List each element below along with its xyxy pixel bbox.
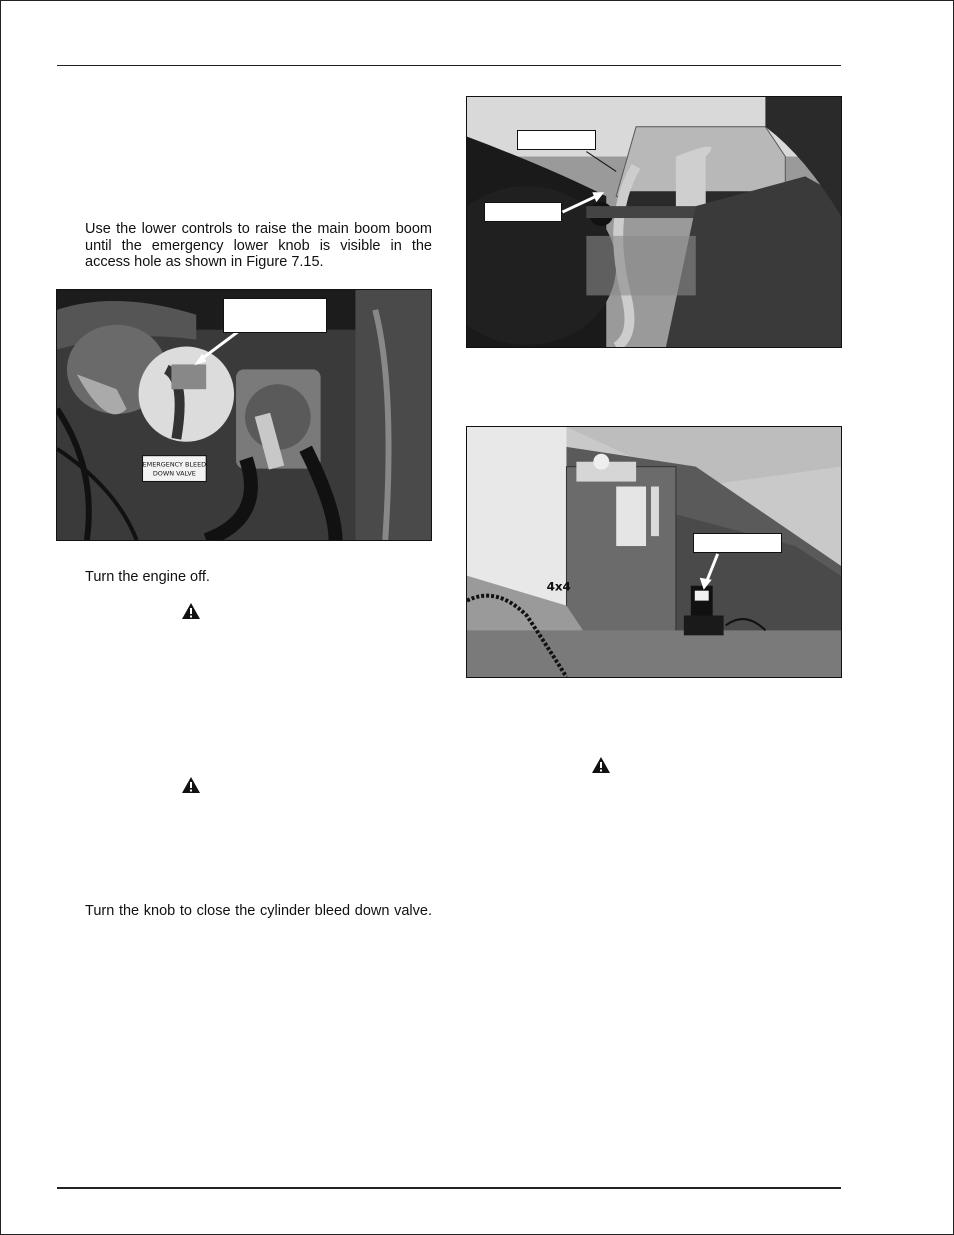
- header-rule: [57, 65, 841, 66]
- warning-triangle-icon: [182, 777, 200, 793]
- warning-triangle-icon: [592, 757, 610, 773]
- tank-decal-text: 4x4: [546, 579, 571, 594]
- warning-triangle-icon: [182, 603, 200, 619]
- decal-line-2: DOWN VALVE: [152, 469, 196, 478]
- figure-hydraulic-tank: [466, 426, 842, 678]
- callout-box: [223, 298, 327, 333]
- callout-box: [517, 130, 596, 150]
- callout-box: [693, 533, 782, 553]
- figure-hydraulic-tank-photo: [467, 427, 841, 677]
- raise-boom-paragraph: Use the lower controls to raise the main boom boom until the emergency lower knob is visible in the access hole as shown in Figure 7.15.: [85, 221, 432, 270]
- figure-emergency-bleed-valve: [56, 289, 432, 541]
- decal-line-1: EMERGENCY BLEED: [142, 460, 207, 469]
- figure-knob-closeup: [466, 96, 842, 348]
- footer-rule: [57, 1187, 841, 1189]
- callout-box: [484, 202, 562, 222]
- engine-off-paragraph: Turn the engine off.: [85, 569, 210, 585]
- close-valve-paragraph: Turn the knob to close the cylinder bleed down valve.: [85, 903, 432, 919]
